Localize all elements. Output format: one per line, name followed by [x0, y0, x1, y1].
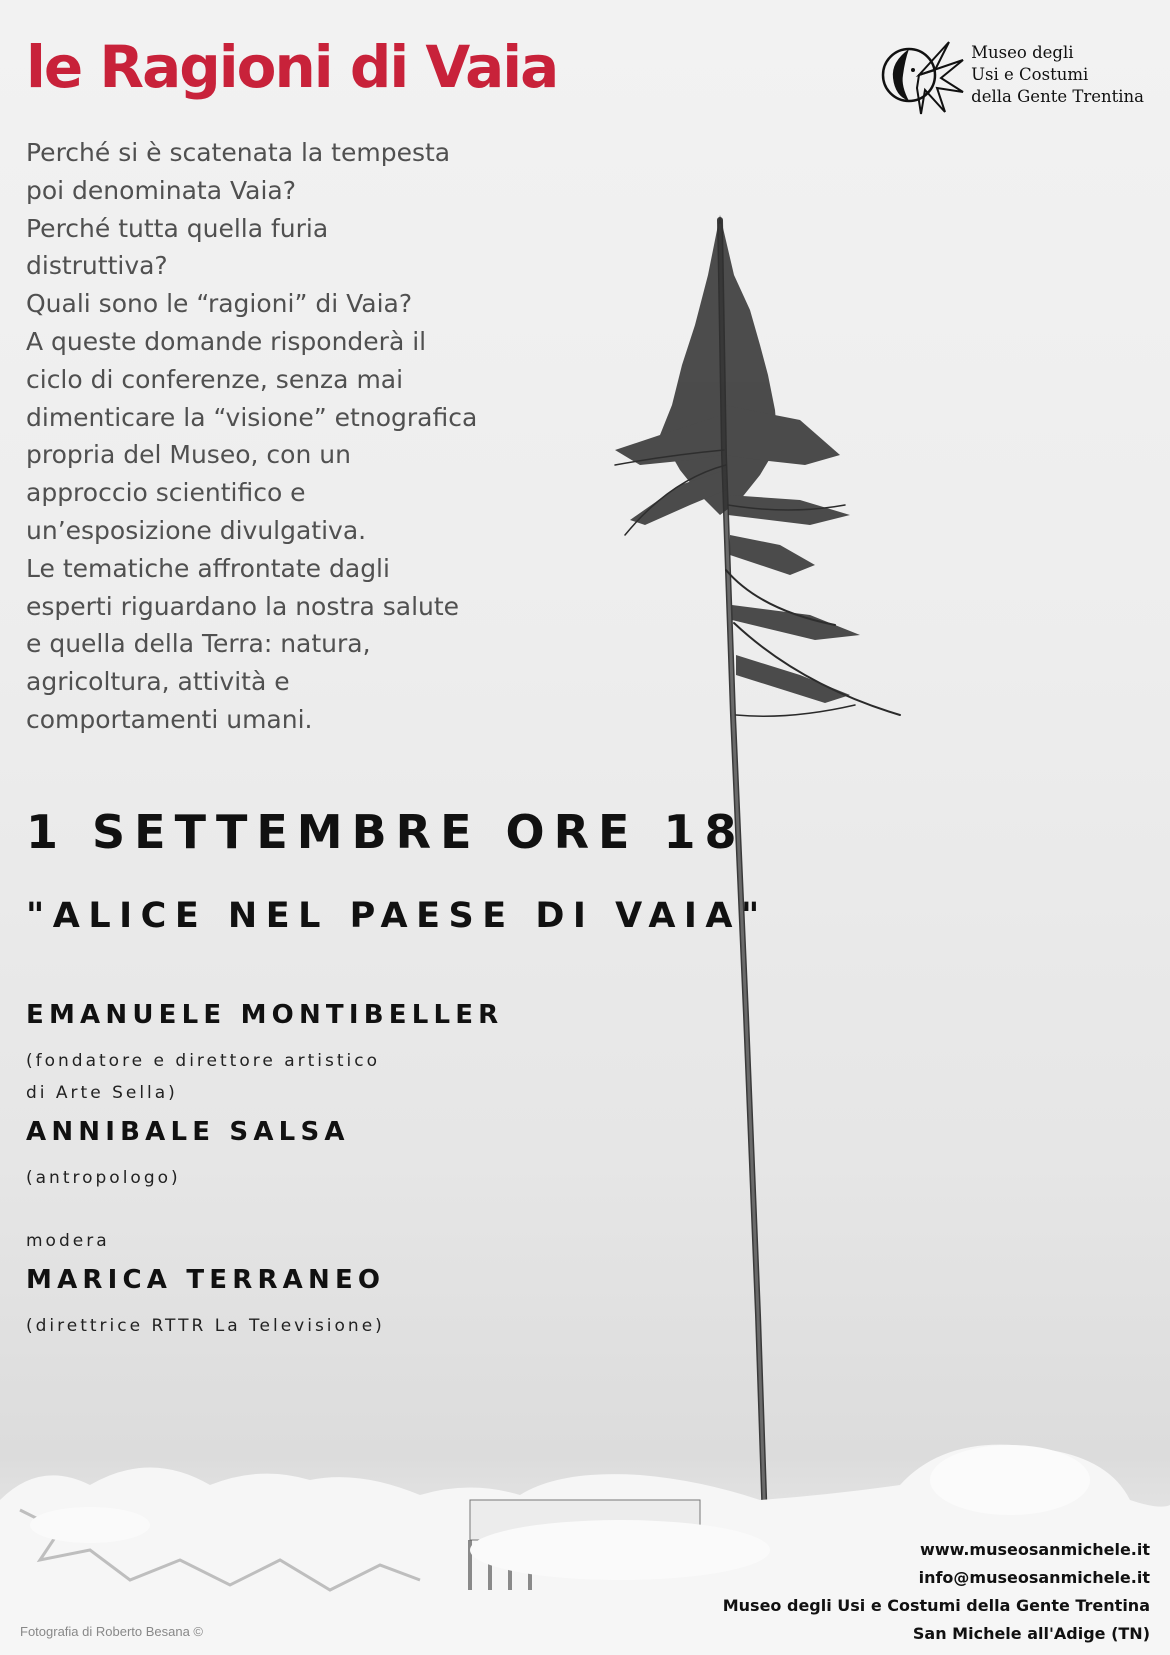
logo-line: Usi e Costumi [971, 65, 1089, 84]
intro-line: A queste domande risponderà il [26, 326, 427, 356]
intro-line: agricoltura, attività e [26, 667, 290, 697]
intro-line: Le tematiche affrontate dagli [26, 553, 390, 583]
moderator-name: MARICA TERRANEO [26, 1265, 386, 1295]
intro-line: comportamenti umani. [26, 704, 313, 734]
speaker-role [26, 1162, 181, 1194]
museum-emblem-icon [879, 30, 965, 120]
moderator-role: (direttrice RTTR La Televisione) [26, 1316, 385, 1336]
email-link[interactable]: info@museosanmichele.it [918, 1568, 1150, 1587]
speaker-role-line: di Arte Sella) [26, 1083, 178, 1103]
intro-line: ciclo di conferenze, senza mai [26, 364, 404, 394]
contact-footer [723, 1536, 1150, 1648]
intro-line: distruttiva? [26, 251, 168, 281]
speaker-role-line: (fondatore e direttore artistico [26, 1051, 380, 1071]
intro-line: dimenticare la “visione” etnografica [26, 402, 478, 432]
event-date: 1 SETTEMBRE ORE 18 [26, 805, 746, 859]
intro-line: Perché tutta quella furia [26, 213, 329, 243]
speaker-role-line: (antropologo) [26, 1168, 181, 1188]
talk-title: "ALICE NEL PAESE DI VAIA" [26, 896, 768, 936]
page-title: le Ragioni di Vaia [26, 33, 558, 101]
speaker-name: ANNIBALE SALSA [26, 1117, 350, 1147]
museum-logo [879, 30, 1144, 120]
intro-paragraph [26, 134, 478, 739]
speaker-name: EMANUELE MONTIBELLER [26, 1000, 504, 1030]
museum-address: San Michele all'Adige (TN) [912, 1624, 1150, 1643]
intro-line: propria del Museo, con un [26, 440, 351, 470]
museum-name: Museo degli Usi e Costumi della Gente Trentina [722, 1596, 1150, 1615]
intro-line: Quali sono le “ragioni” di Vaia? [26, 289, 413, 319]
moderator-label: modera [26, 1231, 110, 1251]
photo-credit: Fotografia di Roberto Besana © [20, 1624, 204, 1639]
intro-line: approccio scientifico e [26, 478, 306, 508]
intro-line: esperti riguardano la nostra salute [26, 591, 460, 621]
intro-line: Perché si è scatenata la tempesta [26, 138, 451, 167]
intro-line: e quella della Terra: natura, [26, 629, 371, 659]
logo-line: Museo degli [971, 43, 1074, 62]
website-link[interactable]: www.museosanmichele.it [920, 1540, 1150, 1559]
intro-line: poi denominata Vaia? [26, 175, 296, 205]
intro-line: un’esposizione divulgativa. [26, 515, 367, 545]
museum-logo-text [971, 42, 1144, 108]
logo-line: della Gente Trentina [971, 87, 1144, 106]
larch-tree-photo [600, 215, 920, 1560]
speaker-role [26, 1045, 380, 1109]
